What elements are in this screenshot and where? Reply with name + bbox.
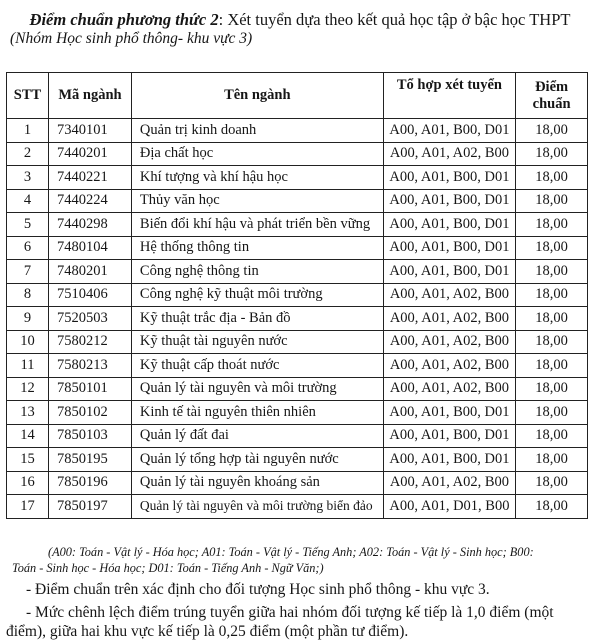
header-combo: Tổ hợp xét tuyển — [383, 73, 515, 119]
cell-name: Công nghệ kỹ thuật môi trường — [131, 283, 383, 307]
cell-score: 18,00 — [516, 213, 588, 237]
cell-combo: A00, A01, B00, D01 — [383, 448, 515, 472]
cell-score: 18,00 — [516, 189, 588, 213]
cell-combo: A00, A01, A02, B00 — [383, 142, 515, 166]
cell-stt: 14 — [7, 424, 49, 448]
cell-name: Quản trị kinh doanh — [131, 119, 383, 143]
cell-code: 7850101 — [49, 377, 132, 401]
cell-score: 18,00 — [516, 166, 588, 190]
table-row — [7, 283, 588, 307]
cell-name: Kỹ thuật trắc địa - Bản đồ — [131, 307, 383, 331]
table-row — [7, 307, 588, 331]
note-2: - Mức chênh lệch điểm trúng tuyển giữa hai nhóm đối tượng kế tiếp là 1,0 điểm (một điểm), giữa hai khu vực kế tiếp là 0,25 điểm (một phần tư điểm). — [6, 604, 554, 640]
cell-name: Kỹ thuật cấp thoát nước — [131, 354, 383, 378]
table-row — [7, 189, 588, 213]
header-name: Tên ngành — [131, 73, 383, 119]
table-row — [7, 166, 588, 190]
cell-score: 18,00 — [516, 330, 588, 354]
cell-stt: 10 — [7, 330, 49, 354]
cell-combo: A00, A01, B00, D01 — [383, 260, 515, 284]
table-row — [7, 424, 588, 448]
cell-score: 18,00 — [516, 236, 588, 260]
cell-code: 7580213 — [49, 354, 132, 378]
cell-code: 7580212 — [49, 330, 132, 354]
cell-stt: 3 — [7, 166, 49, 190]
cell-combo: A00, A01, A02, B00 — [383, 471, 515, 495]
cell-stt: 9 — [7, 307, 49, 331]
cell-name: Biến đổi khí hậu và phát triển bền vững — [131, 213, 383, 237]
cell-code: 7340101 — [49, 119, 132, 143]
cell-combo: A00, A01, B00, D01 — [383, 166, 515, 190]
cell-stt: 2 — [7, 142, 49, 166]
subject-legend — [12, 544, 592, 576]
table-header-row — [7, 73, 588, 119]
table-row — [7, 236, 588, 260]
cell-name: Quản lý tổng hợp tài nguyên nước — [131, 448, 383, 472]
cell-score: 18,00 — [516, 495, 588, 519]
cell-score: 18,00 — [516, 119, 588, 143]
cell-code: 7480104 — [49, 236, 132, 260]
cell-stt: 8 — [7, 283, 49, 307]
cell-code: 7510406 — [49, 283, 132, 307]
table-row — [7, 471, 588, 495]
cell-stt: 4 — [7, 189, 49, 213]
cell-score: 18,00 — [516, 448, 588, 472]
cell-score: 18,00 — [516, 260, 588, 284]
cell-code: 7850102 — [49, 401, 132, 425]
cell-score: 18,00 — [516, 307, 588, 331]
cell-name: Địa chất học — [131, 142, 383, 166]
cell-name: Quản lý tài nguyên khoáng sản — [131, 471, 383, 495]
cell-combo: A00, A01, B00, D01 — [383, 189, 515, 213]
heading-rest: : Xét tuyển dựa theo kết quả học tập ở bậc học THPT — [218, 10, 571, 29]
cell-combo: A00, A01, D01, B00 — [383, 495, 515, 519]
header-score: Điểm chuẩn — [516, 73, 588, 119]
cell-stt: 6 — [7, 236, 49, 260]
table-body — [7, 119, 588, 519]
cell-code: 7850103 — [49, 424, 132, 448]
cell-stt: 11 — [7, 354, 49, 378]
page-subheading: (Nhóm Học sinh phổ thông- khu vực 3) — [10, 30, 253, 47]
cell-stt: 1 — [7, 119, 49, 143]
table-row — [7, 495, 588, 519]
cell-stt: 5 — [7, 213, 49, 237]
cell-score: 18,00 — [516, 471, 588, 495]
table-row — [7, 142, 588, 166]
cell-combo: A00, A01, A02, B00 — [383, 307, 515, 331]
table-row — [7, 354, 588, 378]
cell-code: 7440298 — [49, 213, 132, 237]
cell-combo: A00, A01, B00, D01 — [383, 213, 515, 237]
cell-stt: 17 — [7, 495, 49, 519]
table-row — [7, 330, 588, 354]
cell-code: 7440221 — [49, 166, 132, 190]
cell-score: 18,00 — [516, 142, 588, 166]
cell-score: 18,00 — [516, 283, 588, 307]
cell-code: 7440201 — [49, 142, 132, 166]
cell-combo: A00, A01, A02, B00 — [383, 330, 515, 354]
header-stt: STT — [7, 73, 49, 119]
cell-name: Quản lý tài nguyên và môi trường — [131, 377, 383, 401]
cell-stt: 12 — [7, 377, 49, 401]
table-row — [7, 213, 588, 237]
cell-name: Công nghệ thông tin — [131, 260, 383, 284]
cell-stt: 13 — [7, 401, 49, 425]
cell-name: Hệ thống thông tin — [131, 236, 383, 260]
cell-combo: A00, A01, B00, D01 — [383, 236, 515, 260]
note-1: - Điểm chuẩn trên xác định cho đối tượng Học sinh phổ thông - khu vực 3. — [26, 581, 490, 598]
score-table — [6, 72, 588, 519]
legend-line-1: (A00: Toán - Vật lý - Hóa học; A01: Toán - Vật lý - Tiếng Anh; A02: Toán - Vật lý - Sinh học; B00: — [48, 545, 534, 559]
cell-combo: A00, A01, B00, D01 — [383, 401, 515, 425]
cell-score: 18,00 — [516, 424, 588, 448]
cell-name: Kinh tế tài nguyên thiên nhiên — [131, 401, 383, 425]
table-row — [7, 260, 588, 284]
cell-stt: 7 — [7, 260, 49, 284]
table-row — [7, 119, 588, 143]
cell-combo: A00, A01, A02, B00 — [383, 354, 515, 378]
cell-combo: A00, A01, B00, D01 — [383, 424, 515, 448]
cell-combo: A00, A01, A02, B00 — [383, 377, 515, 401]
cell-score: 18,00 — [516, 377, 588, 401]
cell-score: 18,00 — [516, 401, 588, 425]
cell-score: 18,00 — [516, 354, 588, 378]
table-row — [7, 448, 588, 472]
cell-stt: 16 — [7, 471, 49, 495]
table-row — [7, 377, 588, 401]
cell-name: Thủy văn học — [131, 189, 383, 213]
cell-code: 7850195 — [49, 448, 132, 472]
header-code: Mã ngành — [49, 73, 132, 119]
table-row — [7, 401, 588, 425]
heading-bold: Điểm chuẩn phương thức 2 — [29, 10, 219, 29]
cell-code: 7480201 — [49, 260, 132, 284]
cell-combo: A00, A01, B00, D01 — [383, 119, 515, 143]
cell-name: Kỹ thuật tài nguyên nước — [131, 330, 383, 354]
legend-line-2: Toán - Sinh học - Hóa học; D01: Toán - Tiếng Anh - Ngữ Văn;) — [12, 561, 324, 575]
cell-code: 7440224 — [49, 189, 132, 213]
cell-code: 7520503 — [49, 307, 132, 331]
cell-code: 7850197 — [49, 495, 132, 519]
cell-name: Quản lý tài nguyên và môi trường biển đảo — [131, 495, 383, 519]
cell-stt: 15 — [7, 448, 49, 472]
cell-name: Quản lý đất đai — [131, 424, 383, 448]
cell-code: 7850196 — [49, 471, 132, 495]
cell-combo: A00, A01, A02, B00 — [383, 283, 515, 307]
cell-name: Khí tượng và khí hậu học — [131, 166, 383, 190]
page-heading — [0, 10, 600, 30]
